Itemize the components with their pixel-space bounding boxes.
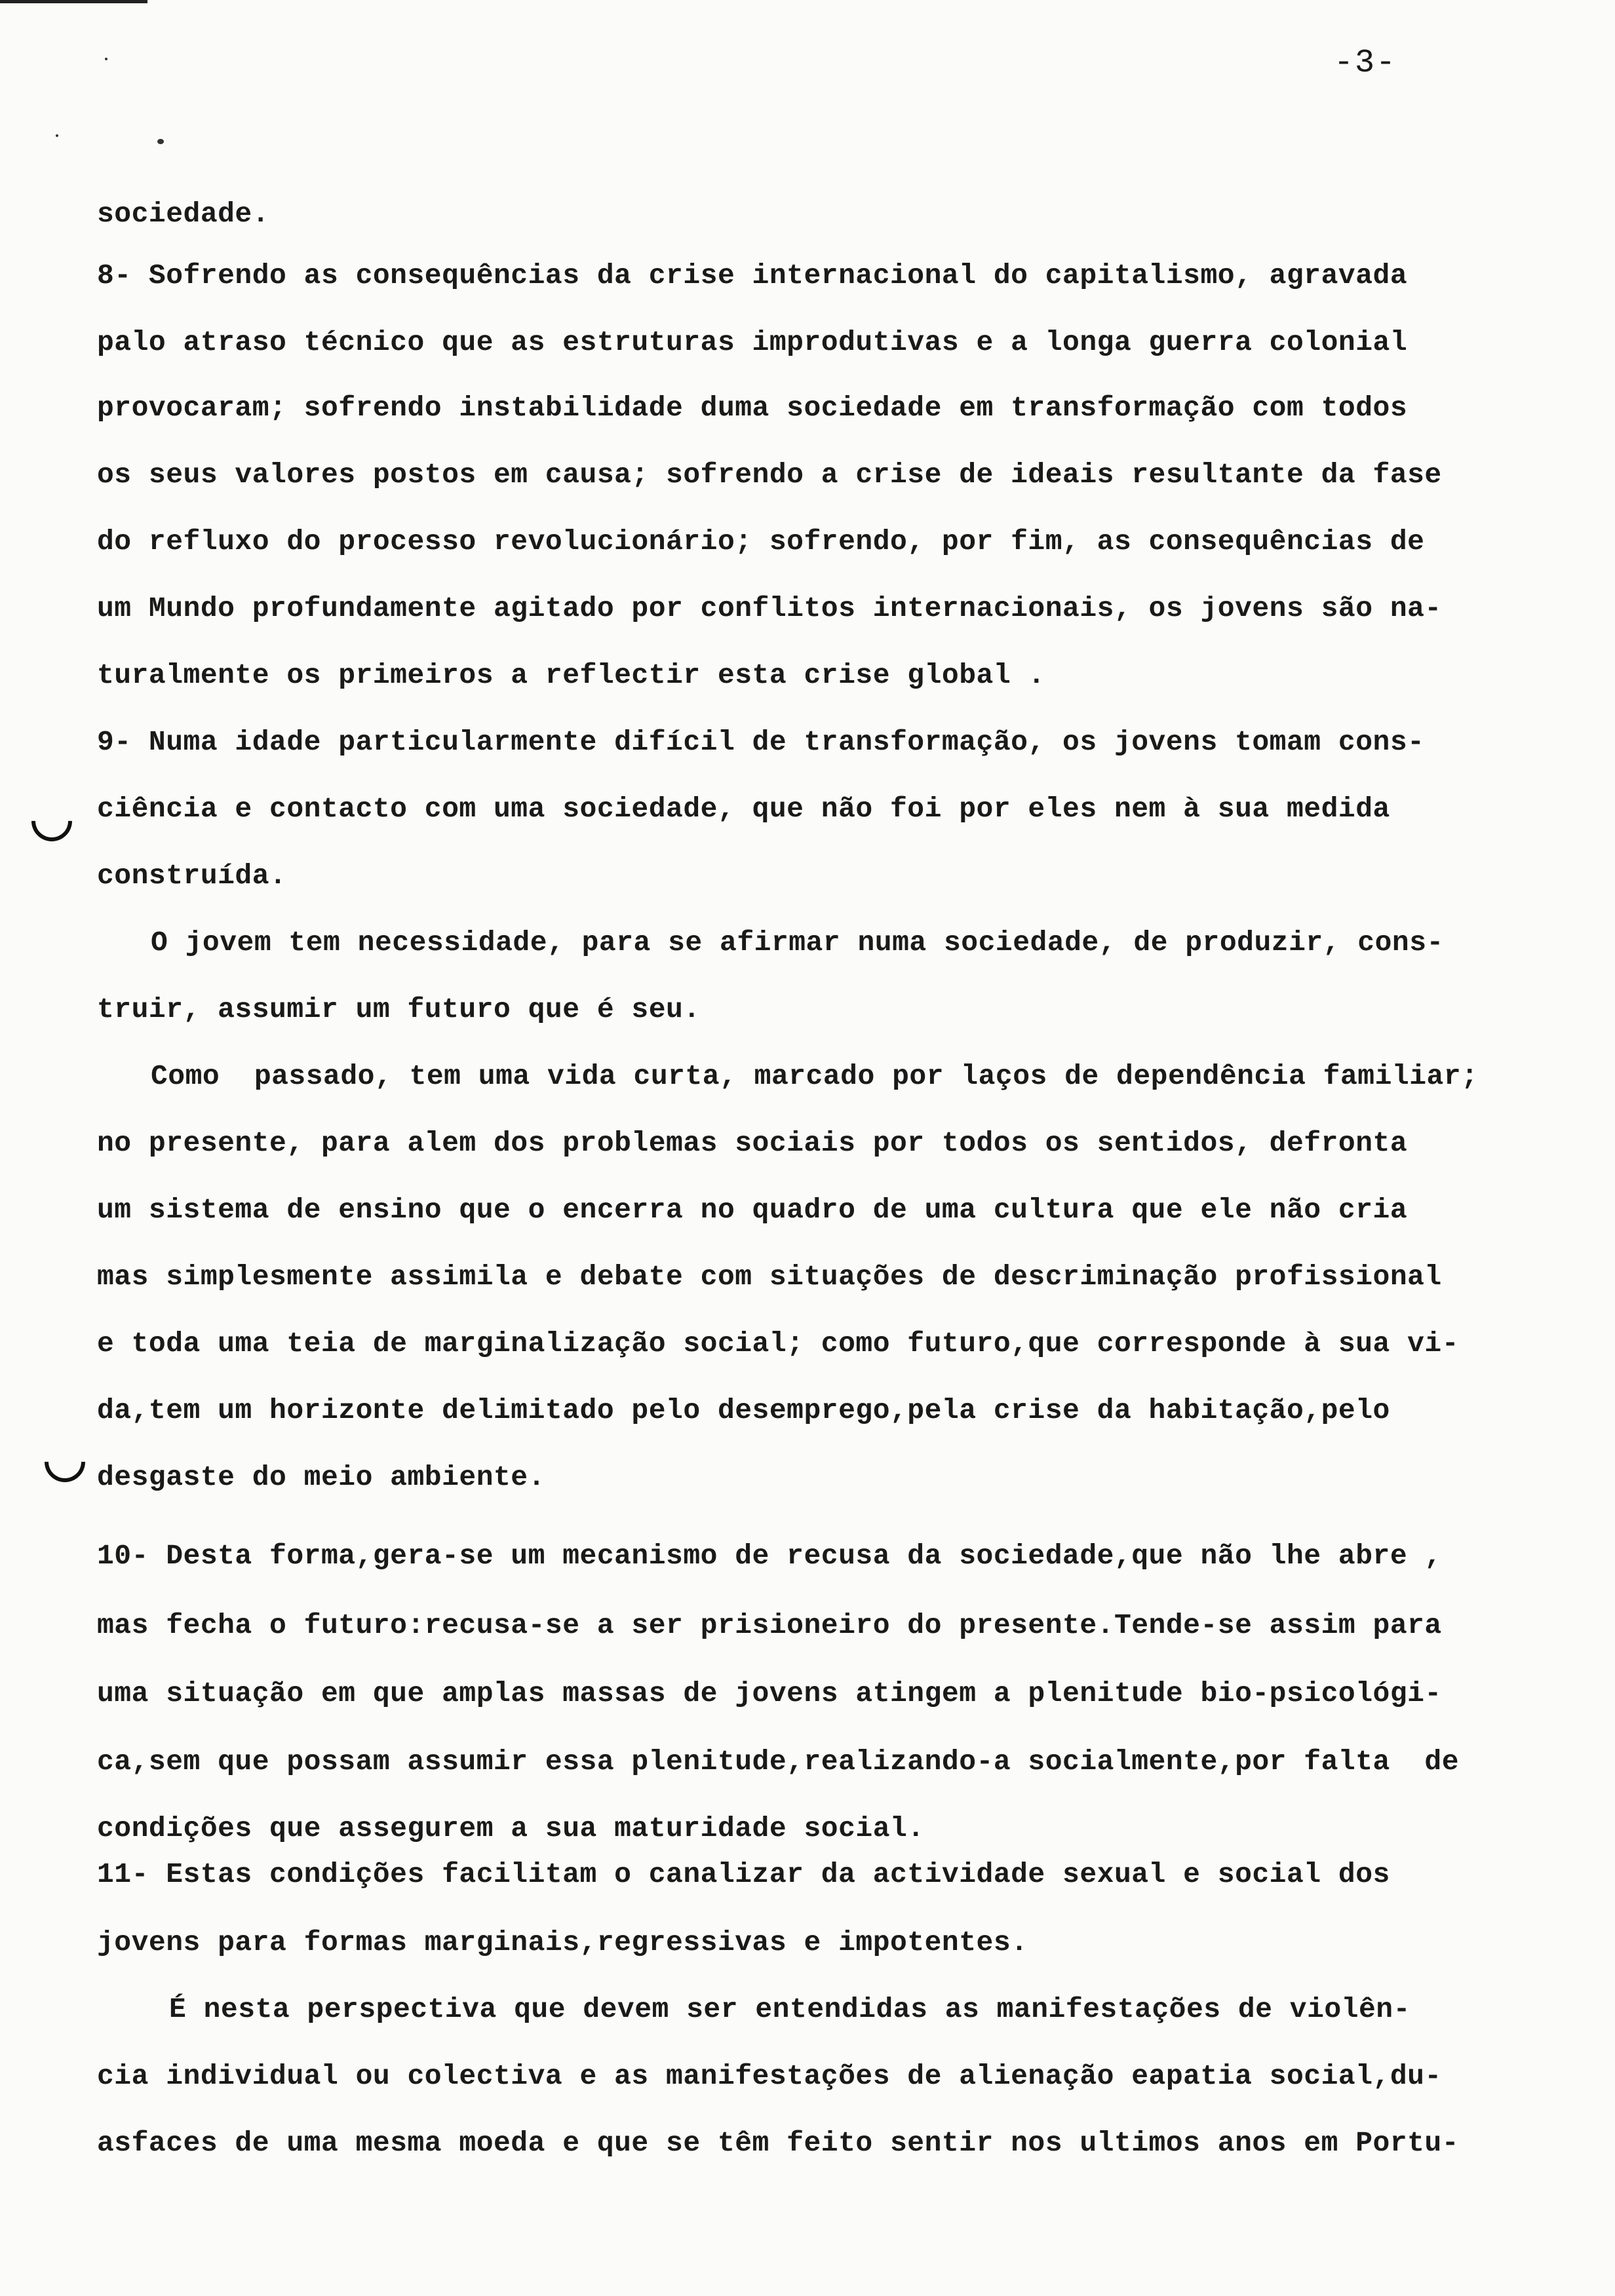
- handwritten-bracket-mark: [23, 792, 81, 850]
- text-line: jovens para formas marginais,regressivas e impotentes.: [97, 1926, 1028, 1959]
- text-line: e toda uma teia de marginalização social; como futuro,que corresponde à sua vi-: [97, 1328, 1460, 1360]
- text-line: condições que assegurem a sua maturidade social.: [97, 1812, 925, 1845]
- text-line: ciência e contacto com uma sociedade, que não foi por eles nem à sua medida: [97, 793, 1390, 825]
- text-line: uma situação em que amplas massas de jovens atingem a plenitude bio-psicológi-: [97, 1677, 1442, 1710]
- text-line: 8- Sofrendo as consequências da crise internacional do capitalismo, agravada: [97, 259, 1408, 292]
- text-line: no presente, para alem dos problemas sociais por todos os sentidos, defronta: [97, 1127, 1408, 1159]
- text-line: 11- Estas condições facilitam o canalizar da actividade sexual e social dos: [97, 1858, 1390, 1890]
- text-line: da,tem um horizonte delimitado pelo desemprego,pela crise da habitação,pelo: [97, 1394, 1390, 1426]
- text-line: asfaces de uma mesma moeda e que se têm feito sentir nos ultimos anos em Portu-: [97, 2127, 1460, 2159]
- text-line: palo atraso técnico que as estruturas improdutivas e a longa guerra colonial: [97, 326, 1408, 358]
- text-line: mas simplesmente assimila e debate com situações de descriminação profissional: [97, 1261, 1442, 1293]
- text-line: os seus valores postos em causa; sofrendo a crise de ideais resultante da fase: [97, 459, 1442, 491]
- text-line: Como passado, tem uma vida curta, marcado por laços de dependência familiar;: [151, 1060, 1479, 1092]
- handwritten-bracket-mark: [36, 1433, 94, 1491]
- text-line: truir, assumir um futuro que é seu.: [97, 993, 701, 1025]
- corner-rule: [0, 0, 147, 3]
- text-line: um sistema de ensino que o encerra no quadro de uma cultura que ele não cria: [97, 1194, 1408, 1226]
- text-line: provocaram; sofrendo instabilidade duma sociedade em transformação com todos: [97, 392, 1408, 424]
- text-line: construída.: [97, 860, 287, 892]
- text-line: 10- Desta forma,gera-se um mecanismo de recusa da sociedade,que não lhe abre ,: [97, 1540, 1442, 1572]
- text-line: desgaste do meio ambiente.: [97, 1461, 545, 1493]
- text-line: É nesta perspectiva que devem ser entendidas as manifestações de violên-: [169, 1993, 1411, 2025]
- text-line: O jovem tem necessidade, para se afirmar numa sociedade, de produzir, cons-: [151, 927, 1444, 959]
- text-line: do refluxo do processo revolucionário; sofrendo, por fim, as consequências de: [97, 526, 1425, 558]
- text-line: cia individual ou colectiva e as manifestações de alienação eapatia social,du-: [97, 2060, 1442, 2092]
- text-line: 9- Numa idade particularmente difícil de transformação, os jovens tomam cons-: [97, 726, 1425, 758]
- ink-speck: [157, 139, 164, 144]
- page-number: -3-: [1334, 45, 1397, 82]
- text-line: mas fecha o futuro:recusa-se a ser prisioneiro do presente.Tende-se assim para: [97, 1609, 1442, 1641]
- ink-speck: [105, 58, 107, 60]
- ink-speck: [56, 134, 58, 137]
- text-line: sociedade.: [97, 198, 270, 230]
- text-line: ca,sem que possam assumir essa plenitude,realizando-a socialmente,por falta de: [97, 1746, 1460, 1778]
- text-line: um Mundo profundamente agitado por conflitos internacionais, os jovens são na-: [97, 592, 1442, 624]
- text-line: turalmente os primeiros a reflectir esta crise global .: [97, 659, 1045, 691]
